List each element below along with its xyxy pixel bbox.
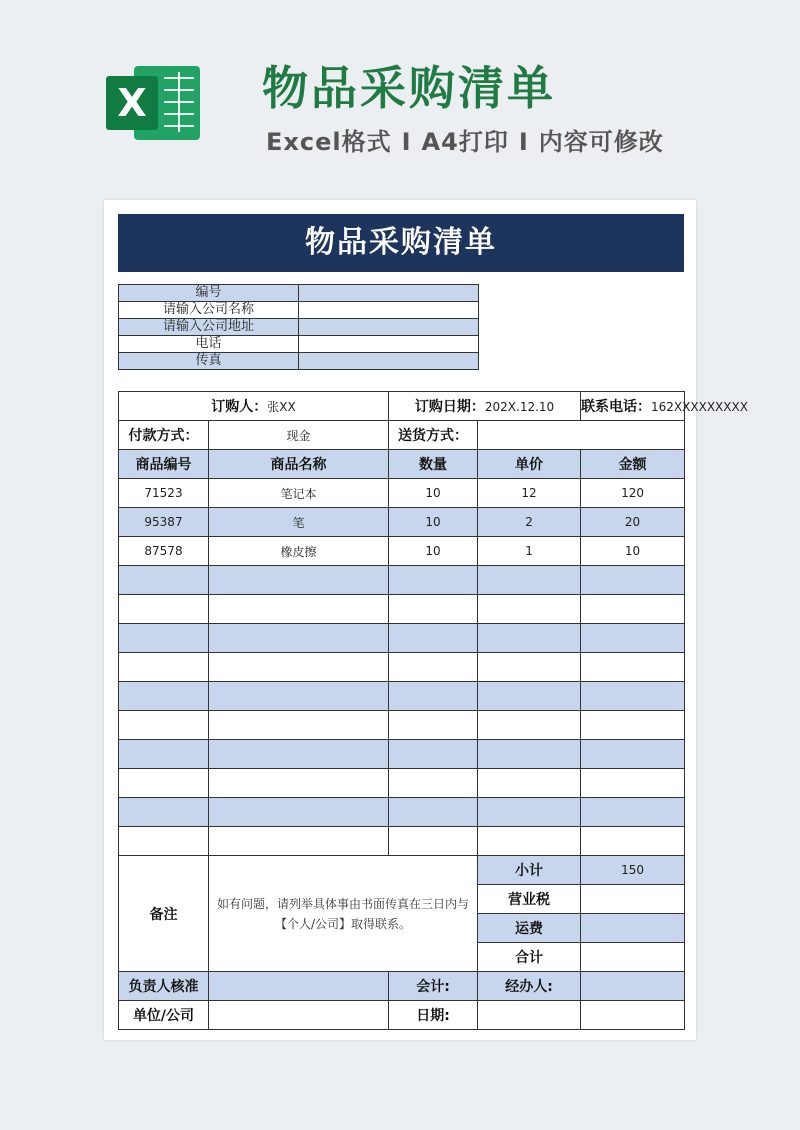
- col-header-item-code: 商品编号: [119, 450, 209, 479]
- amount-cell[interactable]: 120: [581, 479, 685, 508]
- subtotal-value[interactable]: 150: [581, 856, 685, 885]
- subtitle-print: A4打印: [421, 128, 509, 156]
- unit-price-cell[interactable]: [478, 827, 581, 856]
- order-date-label: 订购日期：: [414, 399, 485, 415]
- table-row: [119, 595, 685, 624]
- item-code-cell[interactable]: 71523: [119, 479, 209, 508]
- table-row: [119, 711, 685, 740]
- col-header-quantity: 数量: [389, 450, 478, 479]
- table-row: [119, 624, 685, 653]
- table-row: [119, 537, 685, 566]
- subtitle-format: Excel格式: [266, 128, 392, 156]
- company-phone-input[interactable]: [299, 336, 479, 353]
- buyer-label: 订购人：: [211, 399, 268, 415]
- table-row: [119, 479, 685, 508]
- unit-price-cell[interactable]: [478, 769, 581, 798]
- company-number-label: 编号: [119, 285, 299, 302]
- item-code-cell[interactable]: [119, 798, 209, 827]
- quantity-cell[interactable]: [389, 624, 478, 653]
- item-code-cell[interactable]: 95387: [119, 508, 209, 537]
- item-name-cell[interactable]: [209, 624, 389, 653]
- amount-cell[interactable]: [581, 769, 685, 798]
- excel-logo-icon: [104, 58, 208, 148]
- company-name-label: 请输入公司名称: [119, 302, 299, 319]
- buyer-value: 张XX: [267, 400, 296, 414]
- shipping-value[interactable]: [581, 914, 685, 943]
- company-fax-input[interactable]: [299, 353, 479, 370]
- item-code-cell[interactable]: [119, 653, 209, 682]
- order-date-value: 202X.12.10: [484, 400, 555, 414]
- unit-price-cell[interactable]: [478, 682, 581, 711]
- quantity-cell[interactable]: 10: [389, 479, 478, 508]
- company-fax-label: 传真: [119, 353, 299, 370]
- amount-cell[interactable]: 10: [581, 537, 685, 566]
- item-name-cell[interactable]: [209, 653, 389, 682]
- amount-cell[interactable]: [581, 740, 685, 769]
- subtitle-separator: I: [518, 128, 529, 156]
- item-code-cell[interactable]: 87578: [119, 537, 209, 566]
- payment-method-label: 付款方式：: [119, 421, 209, 450]
- quantity-cell[interactable]: [389, 682, 478, 711]
- buyer-cell[interactable]: [119, 392, 389, 421]
- total-label: 合计: [478, 943, 581, 972]
- quantity-cell[interactable]: 10: [389, 508, 478, 537]
- item-name-cell[interactable]: 笔: [209, 508, 389, 537]
- col-header-unit-price: 单价: [478, 450, 581, 479]
- table-row: [119, 508, 685, 537]
- table-row: [119, 682, 685, 711]
- item-code-cell[interactable]: [119, 740, 209, 769]
- item-code-cell[interactable]: [119, 769, 209, 798]
- table-row: [119, 566, 685, 595]
- item-code-cell[interactable]: [119, 827, 209, 856]
- item-name-cell[interactable]: [209, 769, 389, 798]
- amount-cell[interactable]: [581, 798, 685, 827]
- notes-label: 备注: [119, 856, 209, 972]
- company-address-label: 请输入公司地址: [119, 319, 299, 336]
- page-title: 物品采购清单: [262, 61, 556, 115]
- col-header-item-name: 商品名称: [209, 450, 389, 479]
- quantity-cell[interactable]: [389, 566, 478, 595]
- unit-price-cell[interactable]: [478, 624, 581, 653]
- notes-text[interactable]: 如有问题，请列举具体事由书面传真在三日内与【个人/公司】取得联系。: [209, 856, 478, 972]
- subtitle-separator: I: [401, 128, 412, 156]
- company-address-input[interactable]: [299, 319, 479, 336]
- sales-tax-value[interactable]: [581, 885, 685, 914]
- contact-phone-label: 联系电话：: [581, 399, 652, 415]
- quantity-cell[interactable]: [389, 827, 478, 856]
- table-row: [119, 827, 685, 856]
- table-row: [119, 798, 685, 827]
- item-code-cell[interactable]: [119, 711, 209, 740]
- quantity-cell[interactable]: [389, 653, 478, 682]
- item-code-cell[interactable]: [119, 566, 209, 595]
- unit-price-cell[interactable]: [478, 566, 581, 595]
- amount-cell[interactable]: [581, 682, 685, 711]
- item-name-cell[interactable]: [209, 595, 389, 624]
- contact-phone-cell[interactable]: [581, 392, 748, 421]
- item-name-cell[interactable]: 笔记本: [209, 479, 389, 508]
- item-name-cell[interactable]: [209, 827, 389, 856]
- table-row: [119, 653, 685, 682]
- order-date-cell[interactable]: [389, 392, 581, 421]
- item-name-cell[interactable]: [209, 711, 389, 740]
- quantity-cell[interactable]: [389, 798, 478, 827]
- quantity-cell[interactable]: [389, 740, 478, 769]
- unit-price-cell[interactable]: [478, 653, 581, 682]
- purchase-table: [118, 391, 748, 1030]
- document-sheet: [104, 200, 748, 1040]
- amount-cell[interactable]: [581, 711, 685, 740]
- unit-price-cell[interactable]: 2: [478, 508, 581, 537]
- footer-date-label: 日期:: [389, 1001, 478, 1030]
- quantity-cell[interactable]: [389, 769, 478, 798]
- contact-phone-value: 162XXXXXXXXX: [651, 400, 748, 414]
- unit-price-cell[interactable]: [478, 595, 581, 624]
- item-code-cell[interactable]: [119, 624, 209, 653]
- quantity-cell[interactable]: [389, 595, 478, 624]
- accountant-label: 会计:: [389, 972, 478, 1001]
- amount-cell[interactable]: [581, 566, 685, 595]
- item-name-cell[interactable]: [209, 798, 389, 827]
- subtitle-editable: 内容可修改: [538, 128, 664, 156]
- company-name-input[interactable]: [299, 302, 479, 319]
- amount-cell[interactable]: 20: [581, 508, 685, 537]
- handler-input[interactable]: [581, 972, 685, 1001]
- item-name-cell[interactable]: [209, 566, 389, 595]
- item-code-cell[interactable]: [119, 595, 209, 624]
- total-value[interactable]: [581, 943, 685, 972]
- company-phone-label: 电话: [119, 336, 299, 353]
- item-code-cell[interactable]: [119, 682, 209, 711]
- delivery-method-label: 送货方式：: [389, 421, 478, 450]
- col-header-amount: 金额: [581, 450, 685, 479]
- page-subtitle: [266, 126, 664, 158]
- amount-cell[interactable]: [581, 595, 685, 624]
- approver-input[interactable]: [209, 972, 389, 1001]
- company-info-table: [118, 284, 479, 370]
- item-name-cell[interactable]: 橡皮擦: [209, 537, 389, 566]
- handler-label: 经办人:: [478, 972, 581, 1001]
- amount-cell[interactable]: [581, 827, 685, 856]
- item-name-cell[interactable]: [209, 740, 389, 769]
- quantity-cell[interactable]: [389, 711, 478, 740]
- unit-price-cell[interactable]: 12: [478, 479, 581, 508]
- unit-price-cell[interactable]: [478, 711, 581, 740]
- payment-method-value[interactable]: 现金: [209, 421, 389, 450]
- item-name-cell[interactable]: [209, 682, 389, 711]
- sheet-title-banner: 物品采购清单: [118, 214, 684, 272]
- subtotal-label: 小计: [478, 856, 581, 885]
- sales-tax-label: 营业税: [478, 885, 581, 914]
- svg-text:X: X: [117, 81, 147, 125]
- quantity-cell[interactable]: 10: [389, 537, 478, 566]
- unit-company-input[interactable]: [209, 1001, 389, 1030]
- footer-date-input[interactable]: [478, 1001, 581, 1030]
- shipping-label: 运费: [478, 914, 581, 943]
- table-row: [119, 740, 685, 769]
- footer-extra-input[interactable]: [581, 1001, 685, 1030]
- table-row: [119, 769, 685, 798]
- unit-company-label: 单位/公司: [119, 1001, 209, 1030]
- company-number-input[interactable]: [299, 285, 479, 302]
- amount-cell[interactable]: [581, 653, 685, 682]
- unit-price-cell[interactable]: 1: [478, 537, 581, 566]
- unit-price-cell[interactable]: [478, 740, 581, 769]
- approver-label: 负责人核准: [119, 972, 209, 1001]
- amount-cell[interactable]: [581, 624, 685, 653]
- unit-price-cell[interactable]: [478, 798, 581, 827]
- delivery-method-value[interactable]: [478, 421, 685, 450]
